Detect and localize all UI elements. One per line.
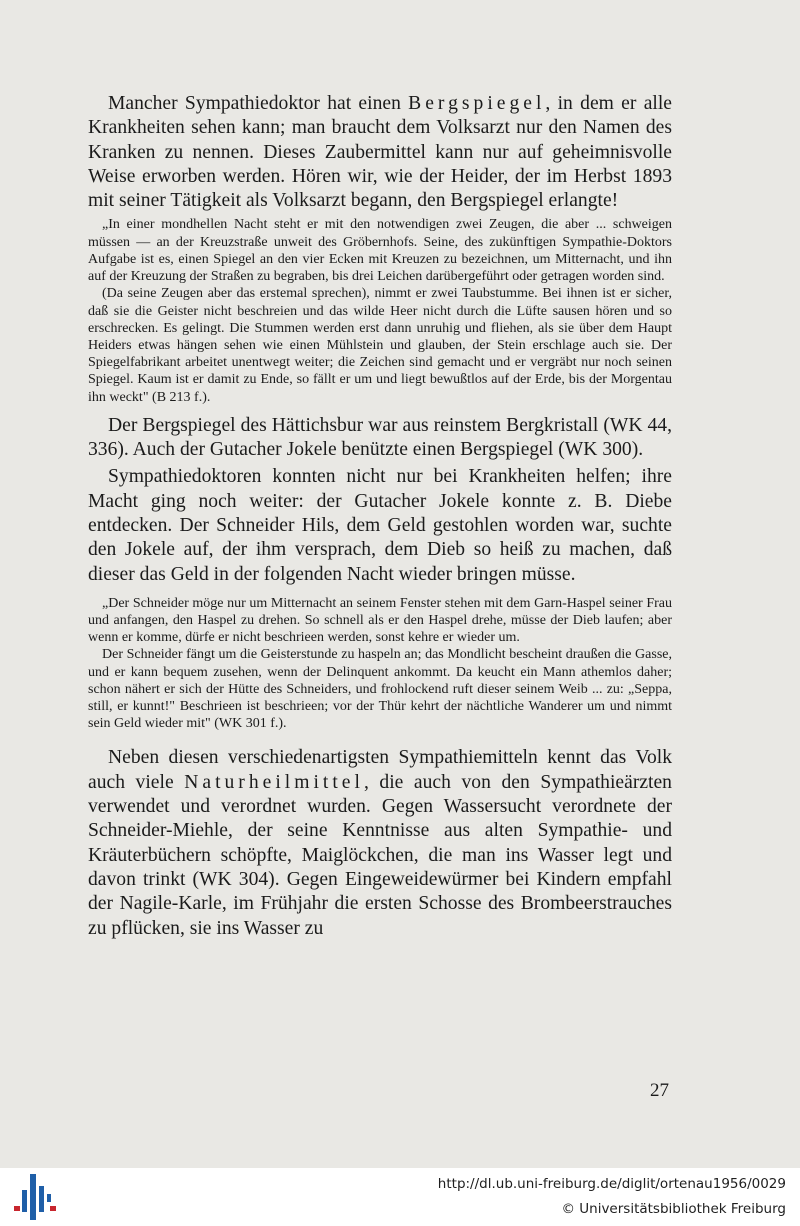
paragraph-4-end: , die auch von den Sympathieärzten verwendet und verordnet wurden. Gegen Wassersucht verordnete der Schneider-Miehle, der seine Kenntnisse aus alten Sympathie- und Kräuterbüchern schöpfte, Maiglöckchen, die man ins Wasser legt und davon trinkt (WK 304). Gegen Eingeweidewürmer bei Kindern empfahl der Nagile-Karle, im Frühjahr die ersten Schosse des Brombeerstrauches zu pflücken, sie ins Wasser zu	[88, 771, 672, 939]
footer-bar	[0, 1168, 800, 1226]
paragraph-1-start: Mancher Sympathiedoktor hat einen	[108, 93, 409, 114]
paragraph-3: Sympathiedoktoren konnten nicht nur bei Krankheiten helfen; ihre Macht ging noch weiter: der Gutacher Jokele konnte z. B. Diebe entdecken. Der Schneider Hils, dem Geld gestohlen worden war, suchte den Jokele auf, der ihm versprach, dem Dieb so heiß zu machen, daß dieser das Geld in der folgenden Nacht wieder bringen müsse.	[88, 466, 672, 585]
copyright-notice: © Universitätsbibliothek Freiburg	[561, 1201, 786, 1217]
ub-freiburg-logo-icon	[10, 1172, 58, 1222]
quote-4: Der Schneider fängt um die Geisterstunde zu haspeln an; das Mondlicht bescheint draußen die Gasse, und er kann bequem zusehen, wenn der Delinquent ankommt. Da keucht ein Mann athemlos daher; schon nähert er sich der Hütte des Schneiders, und frohlockend ruft dieser seinem Weib ... zu: „Seppa, still, er kunnt!" Beschrieen ist beschrieen; vor der Thür kehrt der nächtliche Wanderer um und nimmt sein Geld wieder mit" (WK 301 f.).	[88, 647, 672, 732]
quote-1: „In einer mondhellen Nacht steht er mit den notwendigen zwei Zeugen, die aber ... schweigen müssen — an der Kreuzstraße unweit des Gröbernhofs. Seine, des zukünftigen Sympathie-Doktors Aufgabe ist es, einen Spiegel an den vier Ecken mit Kreuzen zu bezeichnen, um Mitternacht, und ihn auf der Kreuzung der Straßen zu begraben, bis drei Leichen darübergeführt oder getragen worden sind.	[88, 217, 672, 285]
paragraph-1-end: , in dem er alle Krankheiten sehen kann; man braucht dem Volksarzt nur den Namen des Kranken zu nennen. Dieses Zaubermittel kann nur auf geheimnisvolle Weise erworben werden. Hören wir, wie der Heider, der im Herbst 1893 mit seiner Tätigkeit als Volksarzt begann, den Bergspiegel erlangte!	[88, 93, 672, 212]
quote-3: „Der Schneider möge nur um Mitternacht an seinem Fenster stehen mit dem Garn-Haspel seiner Frau und anfangen, den Haspel zu drehen. So schnell als er den Haspel drehe, müsse der Dieb laufen; aber wenn er komme, dürfe er nicht beschrieen werden, sonst kehre er wieder um.	[88, 595, 672, 646]
page-text	[88, 92, 672, 941]
spaced-term-naturheilmittel: Naturheilmittel	[184, 771, 364, 793]
paragraph-1	[88, 92, 672, 213]
quote-2: (Da seine Zeugen aber das erstemal sprechen), nimmt er zwei Taubstumme. Bei ihnen ist er sicher, daß sie die Geister nicht beschreien und das wilde Heer nicht durch die Lüfte sausen hören und so erschrecken. Es gelingt. Die Stummen werden erst dann unruhig und fliehen, als sie über dem Haupt Heiders etwas hängen sehen wie einen Mühlstein und glauben, der Stein erschlage auch sie. Der Spiegelfabrikant arbeitet unentwegt weiter; die Zeichen sind gemacht und er vergräbt nur noch seinen Spiegel. Kaum ist er damit zu Ende, so fällt er um und liegt bewußtlos auf der Erde, bis der Morgentau ihn weckt" (B 213 f.).	[88, 286, 672, 405]
paragraph-2: Der Bergspiegel des Hättichsbur war aus reinstem Bergkristall (WK 44, 336). Auch der Gutacher Jokele benützte einen Bergspiegel (WK 300).	[88, 414, 672, 461]
page-number: 27	[650, 1080, 669, 1101]
spaced-term-bergspiegel: Bergspiegel	[408, 93, 546, 114]
source-url-link[interactable]: http://dl.ub.uni-freiburg.de/diglit/ortenau1956/0029	[437, 1176, 786, 1192]
paragraph-4	[88, 746, 672, 940]
paragraph-4-start: Neben diesen verschiedenartigsten Sympathiemitteln kennt das Volk auch viele	[88, 747, 672, 793]
